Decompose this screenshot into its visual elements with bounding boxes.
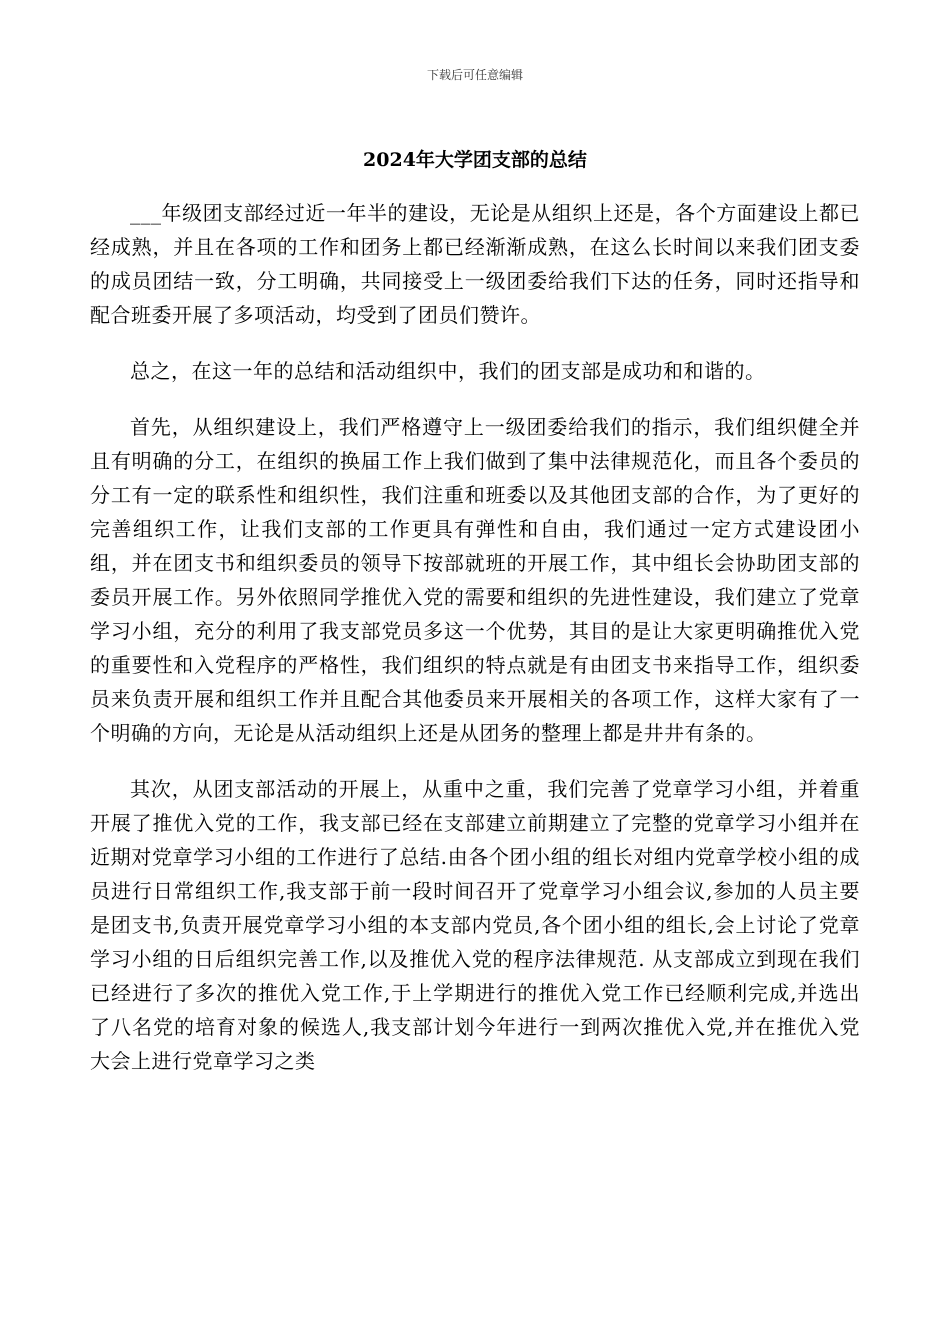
paragraph-organization: 首先，从组织建设上，我们严格遵守上一级团委给我们的指示，我们组织健全并且有明确的分工，在组织的换届工作上我们做到了集中法律规范化，而且各个委员的分工有一定的联系性和组织性，我们注重和班委以及其他团支部的合作，为了更好的完善组织工作，让我们支部的工作更具有弹性和自由，我们通过一定方式建设团小组，并在团支书和组织委员的领导下按部就班的开展工作，其中组长会协助团支部的委员开展工作。另外依照同学推优入党的需要和组织的先进性建设，我们建立了党章学习小组，充分的利用了我支部党员多这一个优势，其目的是让大家更明确推优入党的重要性和入党程序的严格性，我们组织的特点就是有由团支书来指导工作，组织委员来负责开展和组织工作并且配合其他委员来开展相关的各项工作，这样大家有了一个明确的方向，无论是从活动组织上还是从团务的整理上都是井井有条的。 bbox=[90, 415, 860, 745]
document-title: 2024年大学团支部的总结 bbox=[363, 149, 587, 171]
paragraph-intro: ___年级团支部经过近一年半的建设，无论是从组织上还是，各个方面建设上都已经成熟，并且在各项的工作和团务上都已经渐渐成熟，在这么长时间以来我们团支委的成员团结一致，分工明确，共同接受上一级团委给我们下达的任务，同时还指导和配合班委开展了多项活动，均受到了团员们赞许。 bbox=[90, 201, 860, 327]
header-note: 下载后可任意编辑 bbox=[426, 68, 523, 82]
paragraph-activities: 其次，从团支部活动的开展上，从重中之重，我们完善了党章学习小组，并着重开展了推优入党的工作，我支部已经在支部建立前期建立了完整的党章学习小组并在近期对党章学习小组的工作进行了总结.由各个团小组的组长对组内党章学校小组的成员进行日常组织工作,我支部于前一段时间召开了党章学习小组会议,参加的人员主要是团支书,负责开展党章学习小组的本支部内党员,各个团小组的组长,会上讨论了党章学习小组的日后组织完善工作,以及推优入党的程序法律规范. 从支部成立到现在我们已经进行了多次的推优入党工作,于上学期进行的推优入党工作已经顺利完成,并选出了八名党的培育对象的候选人,我支部计划今年进行一到两次推优入党,并在推优入党大会上进行党章学习之类 bbox=[90, 777, 860, 1073]
document-body bbox=[90, 196, 860, 1100]
paragraph-summary: 总之，在这一年的总结和活动组织中，我们的团支部是成功和和谐的。 bbox=[130, 359, 766, 383]
